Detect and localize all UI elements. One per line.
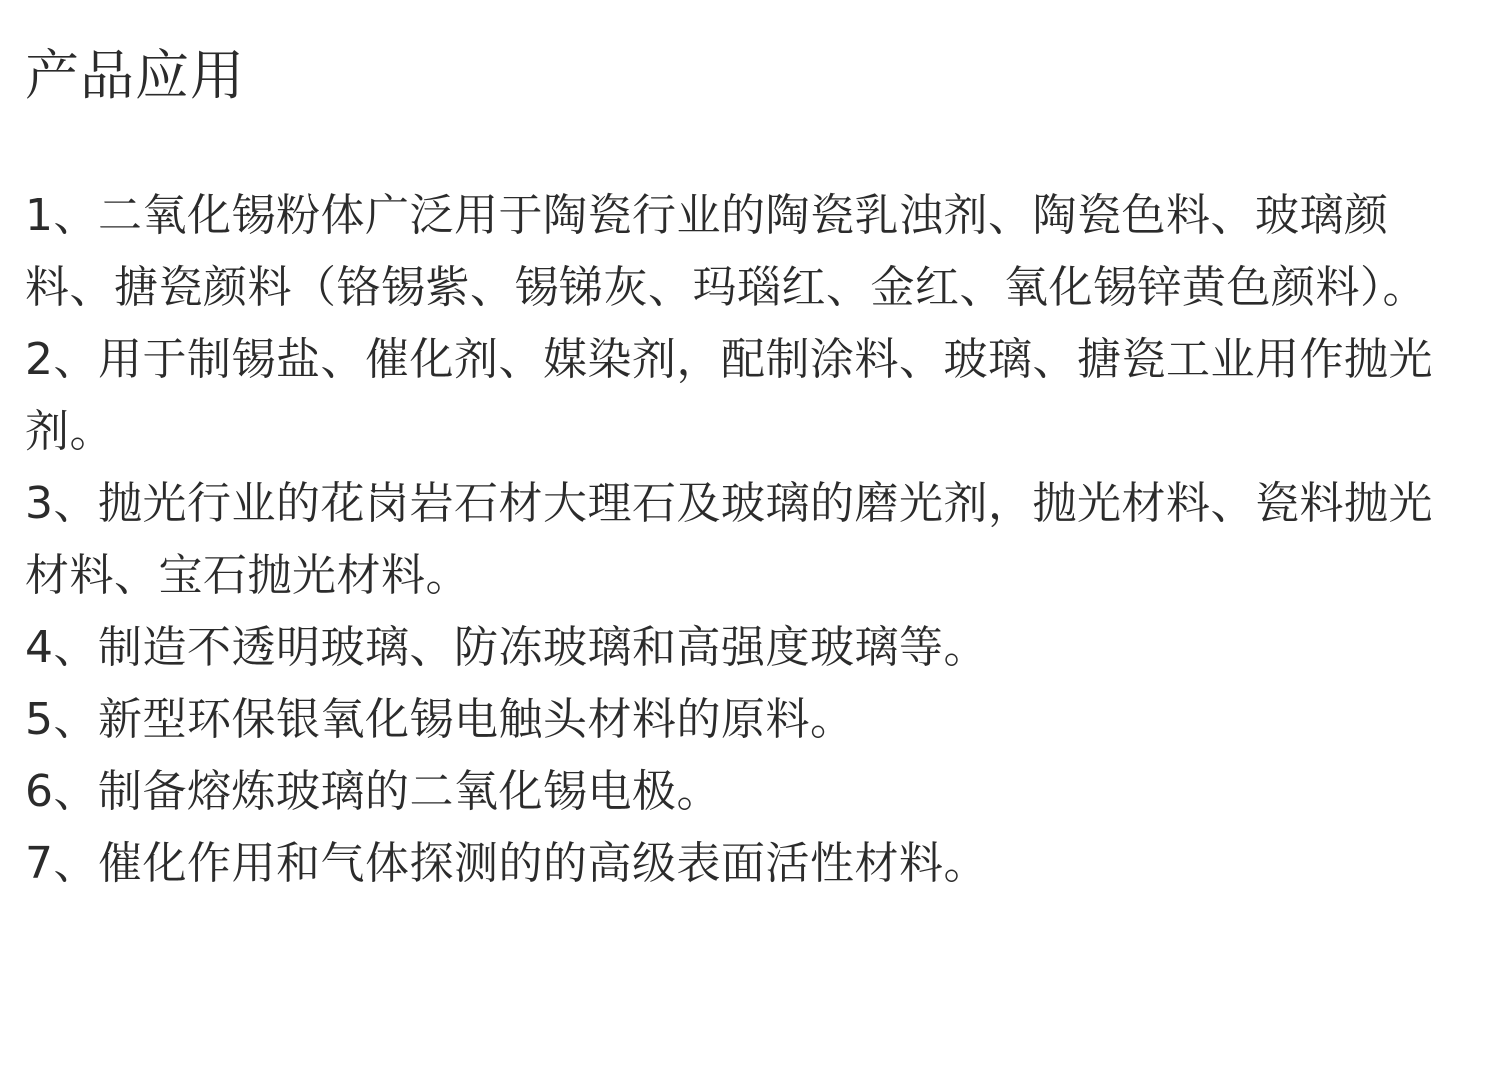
application-item-1: 1、二氧化锡粉体广泛用于陶瓷行业的陶瓷乳浊剂、陶瓷色料、玻璃颜料、搪瓷颜料（铬锡紫、锡锑灰、玛瑙红、金红、氧化锡锌黄色颜料）。 <box>25 190 1427 313</box>
application-item-6: 6、制备熔炼玻璃的二氧化锡电极。 <box>25 766 721 817</box>
application-list <box>25 180 1470 900</box>
application-item-4: 4、制造不透明玻璃、防冻玻璃和高强度玻璃等。 <box>25 622 988 673</box>
page-title: 产品应用 <box>25 44 245 107</box>
application-item-5: 5、新型环保银氧化锡电触头材料的原料。 <box>25 694 855 745</box>
application-item-7: 7、催化作用和气体探测的的高级表面活性材料。 <box>25 838 988 889</box>
application-item-3: 3、抛光行业的花岗岩石材大理石及玻璃的磨光剂，抛光材料、瓷料抛光材料、宝石抛光材料。 <box>25 478 1433 601</box>
application-item-2: 2、用于制锡盐、催化剂、媒染剂，配制涂料、玻璃、搪瓷工业用作抛光剂。 <box>25 334 1433 457</box>
